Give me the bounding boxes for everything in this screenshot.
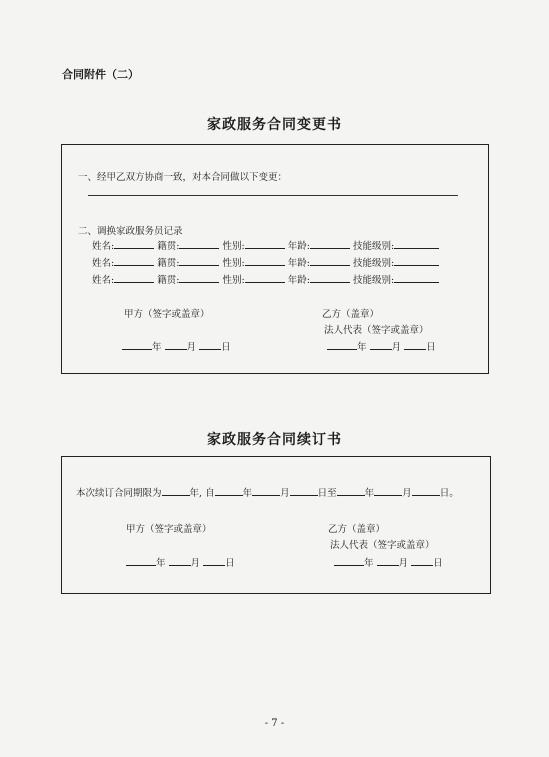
staff-row-3: [92, 272, 439, 286]
month-field[interactable]: [165, 339, 187, 350]
day-field[interactable]: [203, 555, 225, 566]
day-field[interactable]: [199, 339, 221, 350]
end-label: 日。: [439, 488, 459, 499]
renew-party-b-label: 乙方（盖章）: [328, 524, 386, 535]
party-b-label: 乙方（盖章）: [322, 309, 380, 320]
period-prefix: 本次续订合同期限为: [76, 488, 162, 499]
name-field[interactable]: [114, 272, 154, 283]
origin-label: 籍贯:: [157, 241, 180, 252]
skill-label: 技能级别:: [352, 275, 395, 286]
month-label: 月: [402, 488, 412, 499]
start-year-field[interactable]: [215, 485, 243, 496]
gender-label: 性别:: [222, 241, 245, 252]
origin-label: 籍贯:: [157, 275, 180, 286]
from-label: 自: [205, 488, 215, 499]
month-label: 月: [190, 558, 201, 569]
skill-field[interactable]: [394, 272, 439, 283]
origin-label: 籍贯:: [157, 258, 180, 269]
change-item-2: 二、调换家政服务员记录: [78, 226, 183, 237]
year-label: 年: [156, 558, 166, 569]
renew-title: 家政服务合同续订书: [207, 432, 342, 448]
renew-party-a-date: [126, 555, 235, 569]
year-field[interactable]: [126, 555, 156, 566]
day-label: 日: [317, 488, 328, 499]
month-label: 月: [391, 342, 402, 353]
origin-field[interactable]: [179, 255, 219, 266]
day-label: 日: [221, 342, 231, 353]
name-field[interactable]: [114, 238, 154, 249]
year-label: 年: [364, 488, 375, 499]
month-label: 月: [280, 488, 290, 499]
month-label: 月: [398, 558, 409, 569]
renew-legal-rep-label: 法人代表（签字或盖章）: [330, 540, 435, 551]
renew-party-a-label: 甲方（签字或盖章）: [126, 524, 212, 535]
day-label: 日: [225, 558, 235, 569]
renew-period: 本次续订合同期限为 年, 自 年 月 日至 年 月 日。: [76, 485, 459, 499]
day-field[interactable]: [411, 555, 433, 566]
origin-field[interactable]: [179, 238, 219, 249]
name-label: 姓名:: [92, 275, 115, 286]
change-title: 家政服务合同变更书: [207, 117, 342, 133]
day-field[interactable]: [404, 339, 426, 350]
name-field[interactable]: [114, 255, 154, 266]
staff-row-2: [92, 255, 439, 269]
age-label: 年龄:: [287, 258, 310, 269]
end-month-field[interactable]: [374, 485, 402, 496]
period-years-field[interactable]: [162, 485, 190, 496]
age-field[interactable]: [310, 238, 350, 249]
page-number: - 7 -: [264, 718, 285, 729]
start-month-field[interactable]: [252, 485, 280, 496]
staff-row-1: [92, 238, 439, 252]
day-label: 日: [433, 558, 443, 569]
year-field[interactable]: [122, 339, 152, 350]
end-year-field[interactable]: [337, 485, 365, 496]
skill-field[interactable]: [394, 238, 439, 249]
month-label: 月: [186, 342, 197, 353]
party-a-date: [122, 339, 231, 353]
year-label: 年: [242, 488, 253, 499]
origin-field[interactable]: [179, 272, 219, 283]
name-label: 姓名:: [92, 241, 115, 252]
party-a-label: 甲方（签字或盖章）: [124, 309, 210, 320]
change-form-box: [61, 144, 489, 374]
month-field[interactable]: [169, 555, 191, 566]
month-field[interactable]: [370, 339, 392, 350]
gender-label: 性别:: [222, 258, 245, 269]
year-label: 年: [364, 558, 374, 569]
party-b-date: [327, 339, 436, 353]
day-label: 日: [426, 342, 436, 353]
start-day-field[interactable]: [290, 485, 318, 496]
year-label: 年: [152, 342, 162, 353]
gender-field[interactable]: [245, 238, 285, 249]
month-field[interactable]: [377, 555, 399, 566]
skill-field[interactable]: [394, 255, 439, 266]
change-item-1: 一、经甲乙双方协商一致，对本合同做以下变更：: [78, 172, 288, 183]
attachment-label: 合同附件（二）: [62, 68, 139, 81]
age-field[interactable]: [310, 255, 350, 266]
skill-label: 技能级别:: [352, 258, 395, 269]
year-field[interactable]: [327, 339, 357, 350]
age-label: 年龄:: [287, 275, 310, 286]
skill-label: 技能级别:: [352, 241, 395, 252]
end-day-field[interactable]: [412, 485, 440, 496]
renew-form-box: [61, 456, 491, 594]
gender-field[interactable]: [245, 255, 285, 266]
year-label: 年: [189, 488, 200, 499]
year-label: 年: [357, 342, 367, 353]
gender-label: 性别:: [222, 275, 245, 286]
year-field[interactable]: [334, 555, 364, 566]
change-content-line[interactable]: [88, 195, 458, 196]
to-label: 至: [327, 488, 337, 499]
legal-rep-label: 法人代表（签字或盖章）: [324, 325, 429, 336]
age-field[interactable]: [310, 272, 350, 283]
gender-field[interactable]: [245, 272, 285, 283]
name-label: 姓名:: [92, 258, 115, 269]
renew-party-b-date: [334, 555, 443, 569]
age-label: 年龄:: [287, 241, 310, 252]
